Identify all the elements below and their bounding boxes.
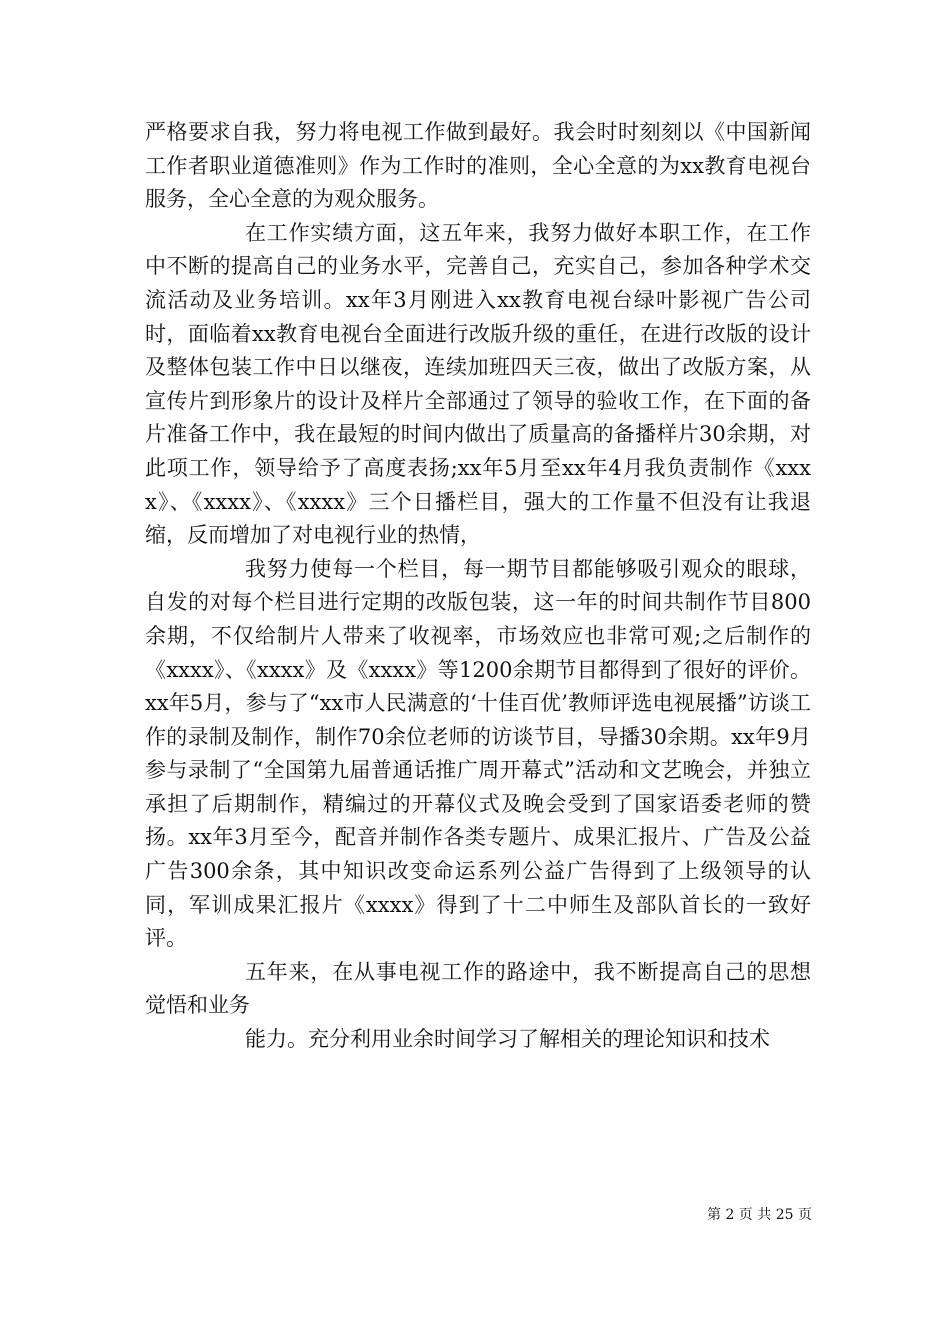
- page-number: 第 2 页 共 25 页: [707, 1207, 812, 1223]
- paragraph-1: 严格要求自我，努力将电视工作做到最好。我会时时刻刻以《中国新闻工作者职业道德准则》作为工作时的准则，全心全意的为xx教育电视台服务，全心全意的为观众服务。: [145, 120, 811, 212]
- paragraph-2: 在工作实绩方面，这五年来，我努力做好本职工作，在工作中不断的提高自己的业务水平，完善自己，充实自己，参加各种学术交流活动及业务培训。xx年3月刚进入xx教育电视台绿叶影视广告公司时，面临着xx教育电视台全面进行改版升级的重任，在进行改版的设计及整体包装工作中日以继夜，连续加班四天三夜，做出了改版方案，从宣传片到形象片的设计及样片全部通过了领导的验收工作，在下面的备片准备工作中，我在最短的时间内做出了质量高的备播样片30余期，对此项工作，领导给予了高度表扬;xx年5月至xx年4月我负责制作《xxxx》、《xxxx》、《xxxx》三个日播栏目，强大的工作量不但没有让我退缩，反而增加了对电视行业的热情，: [145, 220, 811, 548]
- paragraph-5: 能力。充分利用业余时间学习了解相关的理论知识和技术: [245, 1027, 770, 1052]
- body-text: [145, 116, 811, 1057]
- paragraph-3: 我努力使每一个栏目，每一期节目都能够吸引观众的眼球，自发的对每个栏目进行定期的改版包装，这一年的时间共制作节目800余期，不仅给制片人带来了收视率，市场效应也非常可观;之后制作的《xxxx》、《xxxx》及《xxxx》等1200余期节目都得到了很好的评价。xx年5月，参与了“xx市人民满意的‘十佳百优’教师评选电视展播”访谈工作的录制及制作，制作70余位老师的访谈节目，导播30余期。xx年9月参与录制了“全国第九届普通话推广周开幕式”活动和文艺晚会，并独立承担了后期制作，精编过的开幕仪式及晚会受到了国家语委老师的赞扬。xx年3月至今，配音并制作各类专题片、成果汇报片、广告及公益广告300余条，其中知识改变命运系列公益广告得到了上级领导的认同，军训成果汇报片《xxxx》得到了十二中师生及部队首长的一致好评。: [145, 556, 811, 951]
- paragraph-4: 五年来，在从事电视工作的路途中，我不断提高自己的思想觉悟和业务: [145, 959, 811, 1018]
